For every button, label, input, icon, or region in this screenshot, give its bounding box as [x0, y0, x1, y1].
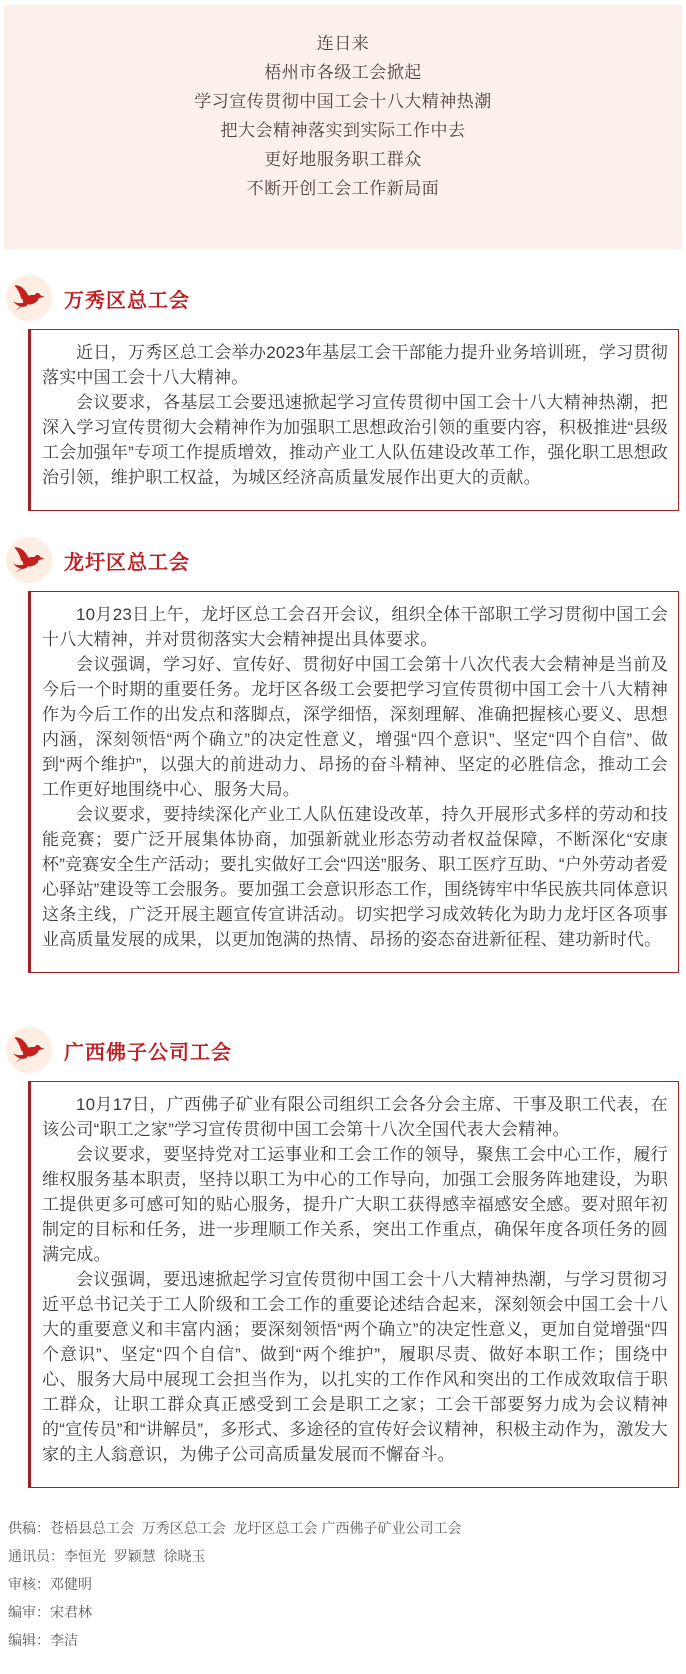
- banner-line: 连日来: [316, 34, 370, 53]
- section-heading: [6, 1027, 686, 1073]
- banner-line: 不断开创工会工作新局面: [246, 179, 440, 198]
- section-title: 广西佛子公司工会: [64, 1041, 232, 1064]
- paragraph: 近日，万秀区总工会举办2023年基层工会干部能力提升业务培训班，学习贯彻落实中国工会十八大精神。: [42, 343, 668, 387]
- banner-line: 把大会精神落实到实际工作中去: [220, 121, 466, 140]
- paragraph: 10月23日上午，龙圩区总工会召开会议，组织全体干部职工学习贯彻中国工会十八大精神，并对贯彻落实大会精神提出具体要求。: [42, 605, 668, 649]
- paragraph: 会议强调，学习好、宣传好、贯彻好中国工会第十八次代表大会精神是当前及今后一个时期的重要任务。龙圩区各级工会要把学习宣传贯彻中国工会十八大精神作为今后工作的出发点和落脚点，深学细悟，深刻理解、准确把握核心要义、思想内涵，深刻领悟“两个确立”的决定性意义，增强“四个意识”、坚定“四个自信”、做到“两个维护”，以强大的前进动力、昂扬的奋斗精神、坚定的必胜信念，推动工会工作更好地围绕中心、服务大局。: [42, 655, 668, 799]
- intro-banner: [4, 5, 682, 249]
- section-heading: [6, 275, 686, 321]
- dove-icon: [6, 537, 52, 583]
- section-content: [28, 591, 679, 973]
- section-content: [28, 1081, 679, 1488]
- paragraph: 会议要求，要持续深化产业工人队伍建设改革，持久开展形式多样的劳动和技能竞赛；要广泛开展集体协商，加强新就业形态劳动者权益保障，不断深化“安康杯”竞赛安全生产活动；要扎实做好工会“四送”服务、职工医疗互助、“户外劳动者爱心驿站”建设等工会服务。要加强工会意识形态工作，围绕铸牢中华民族共同体意识这条主线，广泛开展主题宣传宣讲活动。切实把学习成效转化为助力龙圩区各项事业高质量发展的成果，以更加饱满的热情、昂扬的姿态奋进新征程、建功新时代。: [42, 805, 668, 949]
- banner-line: 更好地服务职工群众: [264, 150, 422, 169]
- paragraph: 会议要求，各基层工会要迅速掀起学习宣传贯彻中国工会十八大精神热潮，把深入学习宣传贯彻大会精神作为加强职工思想政治引领的重要内容，积极推进“县级工会加强年”专项工作提质增效，推动产业工人队伍建设改革工作，强化职工思想政治引领，维护职工权益，为城区经济高质量发展作出更大的贡献。: [42, 393, 668, 487]
- section-title: 龙圩区总工会: [64, 551, 190, 574]
- credit-reviewer: 审核：邓健明: [8, 1576, 92, 1592]
- paragraph: 会议要求，要坚持党对工运事业和工会工作的领导，聚焦工会中心工作，履行维权服务基本职责，坚持以职工为中心的工作导向，加强工会服务阵地建设，为职工提供更多可感可知的贴心服务，提升广大职工获得感幸福感安全感。要对照年初制定的目标和任务，进一步理顺工作关系，突出工作重点，确保年度各项任务的圆满完成。: [42, 1145, 668, 1264]
- section-title: 万秀区总工会: [64, 289, 190, 312]
- dove-icon: [6, 1027, 52, 1073]
- credit-editor-reviewer: 编审：宋君林: [8, 1604, 92, 1620]
- paragraph: 10月17日，广西佛子矿业有限公司组织工会各分会主席、干事及职工代表，在该公司“职工之家”学习宣传贯彻中国工会第十八次全国代表大会精神。: [42, 1095, 668, 1139]
- section-content: [28, 329, 679, 511]
- credit-correspondents: 通讯员：李恒光 罗颖慧 徐晓玉: [8, 1548, 206, 1564]
- credit-contributors: 供稿：苍梧县总工会 万秀区总工会 龙圩区总工会 广西佛子矿业公司工会: [8, 1520, 462, 1536]
- paragraph: 会议强调，要迅速掀起学习宣传贯彻中国工会十八大精神热潮，与学习贯彻习近平总书记关于工人阶级和工会工作的重要论述结合起来，深刻领会中国工会十八大的重要意义和丰富内涵；要深刻领悟“两个确立”的决定性意义，更加自觉增强“四个意识”、坚定“四个自信”、做到“两个维护”，履职尽责、做好本职工作；围绕中心、服务大局中展现工会担当作为，以扎实的工作作风和突出的工作成效取信于职工群众，让职工群众真正感受到工会是职工之家；工会干部要努力成为会议精神的“宣传员”和“讲解员”，多形式、多途径的宣传好会议精神，积极主动作为，激发大家的主人翁意识，为佛子公司高质量发展而不懈奋斗。: [42, 1270, 668, 1464]
- section-heading: [6, 537, 686, 583]
- dove-icon: [6, 275, 52, 321]
- banner-line: 梧州市各级工会掀起: [264, 63, 422, 82]
- article-page: [0, 5, 686, 1674]
- banner-line: 学习宣传贯彻中国工会十八大精神热潮: [194, 92, 492, 111]
- credits-footer: [8, 1514, 686, 1654]
- credit-editor: 编辑：李洁: [8, 1632, 78, 1648]
